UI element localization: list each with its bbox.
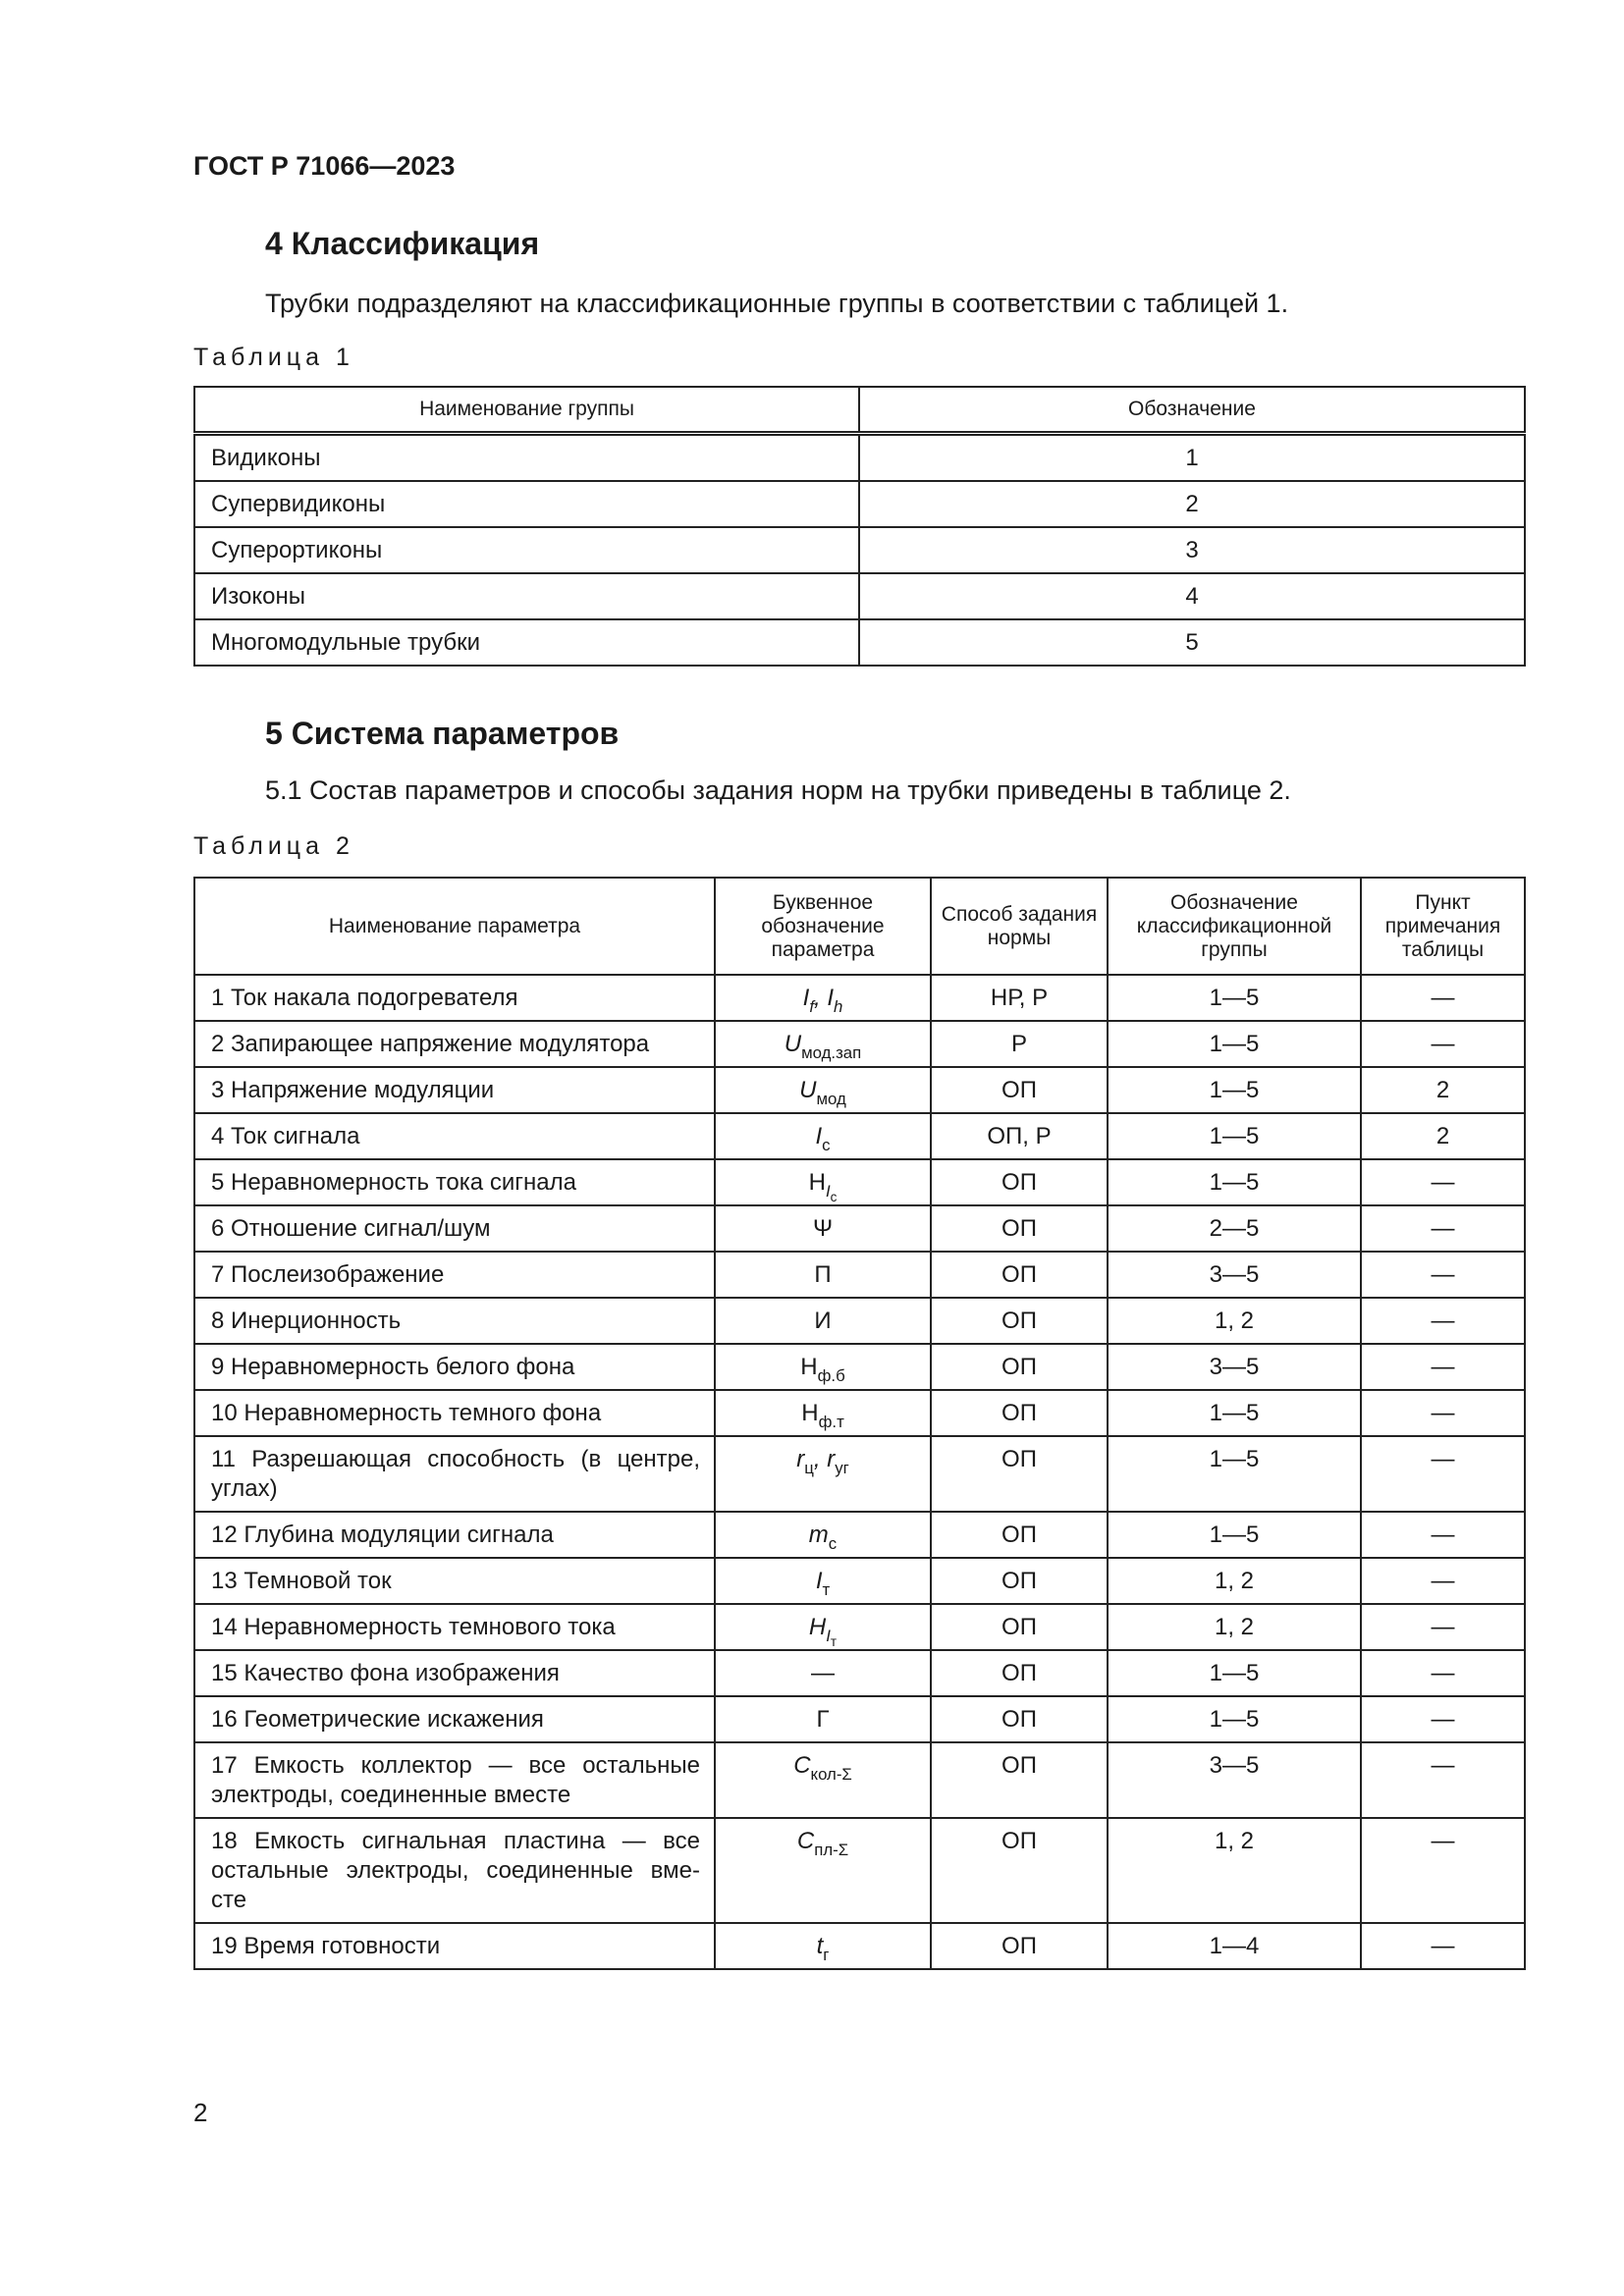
param-note-cell: —: [1361, 1159, 1525, 1205]
param-name-cell: 4 Ток сигнала: [194, 1113, 715, 1159]
table-row: [194, 527, 1525, 573]
param-symbol-cell: Г: [715, 1696, 931, 1742]
param-note-cell: —: [1361, 1205, 1525, 1252]
param-symbol-cell: $I_с$: [715, 1113, 931, 1159]
group-name-cell: Супервидиконы: [194, 481, 859, 527]
group-name-cell: Видиконы: [194, 434, 859, 482]
param-group-cell: 1—5: [1108, 1390, 1361, 1436]
group-code-cell: 4: [859, 573, 1525, 619]
table-row: [194, 1512, 1525, 1558]
table-2-header-row: [194, 878, 1525, 975]
param-note-cell: —: [1361, 975, 1525, 1021]
param-name-cell: 12 Глубина модуляции сигнала: [194, 1512, 715, 1558]
param-note-cell: —: [1361, 1558, 1525, 1604]
param-note-cell: —: [1361, 1696, 1525, 1742]
param-note-cell: —: [1361, 1923, 1525, 1969]
group-name-cell: Изоконы: [194, 573, 859, 619]
param-name-cell: 14 Неравномерность темнового тока: [194, 1604, 715, 1650]
table-row: [194, 573, 1525, 619]
table-row: [194, 1067, 1525, 1113]
param-symbol-cell: $U_{мод.зап}$: [715, 1021, 931, 1067]
table-row: [194, 1113, 1525, 1159]
param-method-cell: ОП: [931, 1252, 1108, 1298]
param-name-cell: 9 Неравномерность белого фона: [194, 1344, 715, 1390]
param-method-cell: ОП: [931, 1512, 1108, 1558]
param-symbol-cell: $r_ц$, $r_{уг}$: [715, 1436, 931, 1512]
group-code-cell: 2: [859, 481, 1525, 527]
param-group-cell: 1—5: [1108, 1021, 1361, 1067]
page-number: 2: [193, 2098, 208, 2127]
param-method-cell: ОП: [931, 1298, 1108, 1344]
param-note-cell: —: [1361, 1021, 1525, 1067]
param-note-cell: —: [1361, 1650, 1525, 1696]
param-note-cell: —: [1361, 1818, 1525, 1923]
param-group-cell: 1—5: [1108, 1512, 1361, 1558]
param-name-cell: 15 Качество фона изображения: [194, 1650, 715, 1696]
param-symbol-cell: $C_{пл-\Sigma}$: [715, 1818, 931, 1923]
param-group-cell: 1—5: [1108, 975, 1361, 1021]
table-2-header-method: Способ задания нормы: [931, 878, 1108, 975]
param-group-cell: 2—5: [1108, 1205, 1361, 1252]
param-note-cell: 2: [1361, 1113, 1525, 1159]
param-name-cell: 8 Инерционность: [194, 1298, 715, 1344]
param-symbol-cell: П: [715, 1252, 931, 1298]
param-symbol-cell: И: [715, 1298, 931, 1344]
table-row: [194, 1742, 1525, 1818]
table-row: [194, 1818, 1525, 1923]
param-method-cell: ОП: [931, 1696, 1108, 1742]
param-name-cell: 19 Время готовности: [194, 1923, 715, 1969]
param-note-cell: —: [1361, 1344, 1525, 1390]
param-group-cell: 1, 2: [1108, 1604, 1361, 1650]
table-2: [193, 877, 1526, 1970]
group-code-cell: 1: [859, 434, 1525, 482]
param-name-cell: 10 Неравномерность темного фона: [194, 1390, 715, 1436]
param-note-cell: —: [1361, 1436, 1525, 1512]
param-method-cell: Р: [931, 1021, 1108, 1067]
param-group-cell: 1—4: [1108, 1923, 1361, 1969]
param-group-cell: 1, 2: [1108, 1558, 1361, 1604]
param-method-cell: ОП: [931, 1205, 1108, 1252]
param-group-cell: 1—5: [1108, 1436, 1361, 1512]
group-code-cell: 3: [859, 527, 1525, 573]
param-method-cell: ОП: [931, 1159, 1108, 1205]
param-note-cell: —: [1361, 1298, 1525, 1344]
param-method-cell: ОП: [931, 1558, 1108, 1604]
param-group-cell: 1—5: [1108, 1650, 1361, 1696]
param-method-cell: ОП: [931, 1344, 1108, 1390]
table-row: [194, 975, 1525, 1021]
param-group-cell: 1—5: [1108, 1067, 1361, 1113]
param-group-cell: 1—5: [1108, 1113, 1361, 1159]
param-symbol-cell: $U_{мод}$: [715, 1067, 931, 1113]
param-group-cell: 3—5: [1108, 1742, 1361, 1818]
table-row: [194, 1696, 1525, 1742]
param-name-cell: 7 Послеизображение: [194, 1252, 715, 1298]
param-method-cell: ОП: [931, 1604, 1108, 1650]
param-name-cell: 2 Запирающее напряжение модулятора: [194, 1021, 715, 1067]
param-note-cell: —: [1361, 1512, 1525, 1558]
param-symbol-cell: $Н_{ф.т}$: [715, 1390, 931, 1436]
param-method-cell: ОП: [931, 1818, 1108, 1923]
param-method-cell: ОП: [931, 1067, 1108, 1113]
param-group-cell: 1—5: [1108, 1696, 1361, 1742]
param-symbol-cell: $Н_{I_с}$: [715, 1159, 931, 1205]
section-4-paragraph: Трубки подразделяют на классификационные группы в соответствии с таблицей 1.: [265, 289, 1289, 318]
param-symbol-cell: $t_г$: [715, 1923, 931, 1969]
param-symbol-cell: $Н_{ф.б}$: [715, 1344, 931, 1390]
param-symbol-cell: $m_с$: [715, 1512, 931, 1558]
param-group-cell: 1, 2: [1108, 1298, 1361, 1344]
table-1-caption: Таблица 1: [193, 344, 354, 371]
param-symbol-cell: $C_{кол-\Sigma}$: [715, 1742, 931, 1818]
group-name-cell: Суперортиконы: [194, 527, 859, 573]
table-2-header-symbol: Буквенное обозначение параметра: [715, 878, 931, 975]
param-symbol-cell: $I_т$: [715, 1558, 931, 1604]
table-1-header-group-name: Наименование группы: [194, 387, 859, 434]
param-name-cell: 16 Геометрические искажения: [194, 1696, 715, 1742]
table-row: [194, 1159, 1525, 1205]
table-row: [194, 1923, 1525, 1969]
table-row: [194, 1344, 1525, 1390]
table-2-caption: Таблица 2: [193, 832, 354, 860]
param-symbol-cell: Ψ: [715, 1205, 931, 1252]
param-name-cell: 18 Емкость сигнальная пластина — все остальные электроды, соединенные вме-сте: [194, 1818, 715, 1923]
param-note-cell: —: [1361, 1742, 1525, 1818]
section-4-title: 4 Классификация: [265, 226, 540, 261]
param-symbol-cell: $I_f$, $I_h$: [715, 975, 931, 1021]
table-row: [194, 434, 1525, 482]
param-note-cell: —: [1361, 1390, 1525, 1436]
table-row: [194, 1205, 1525, 1252]
table-1: [193, 386, 1526, 667]
param-method-cell: НР, Р: [931, 975, 1108, 1021]
table-row: [194, 1604, 1525, 1650]
param-symbol-cell: —: [715, 1650, 931, 1696]
param-group-cell: 3—5: [1108, 1252, 1361, 1298]
table-2-header-param-name: Наименование параметра: [194, 878, 715, 975]
param-note-cell: —: [1361, 1252, 1525, 1298]
param-method-cell: ОП: [931, 1436, 1108, 1512]
param-method-cell: ОП: [931, 1923, 1108, 1969]
group-name-cell: Многомодульные трубки: [194, 619, 859, 666]
table-1-header-code: Обозначение: [859, 387, 1525, 434]
document-header: ГОСТ Р 71066—2023: [193, 151, 456, 181]
param-method-cell: ОП: [931, 1390, 1108, 1436]
table-row: [194, 1252, 1525, 1298]
param-note-cell: 2: [1361, 1067, 1525, 1113]
table-1-header-row: [194, 387, 1525, 434]
group-code-cell: 5: [859, 619, 1525, 666]
param-name-cell: 5 Неравномерность тока сигнала: [194, 1159, 715, 1205]
section-5-paragraph: 5.1 Состав параметров и способы задания норм на трубки приведены в таблице 2.: [265, 775, 1291, 805]
param-method-cell: ОП: [931, 1650, 1108, 1696]
param-name-cell: 11 Разрешающая способность (в центре, углах): [194, 1436, 715, 1512]
param-group-cell: 1—5: [1108, 1159, 1361, 1205]
param-method-cell: ОП: [931, 1742, 1108, 1818]
table-2-header-note: Пункт примечания таблицы: [1361, 878, 1525, 975]
param-name-cell: 1 Ток накала подогревателя: [194, 975, 715, 1021]
param-group-cell: 3—5: [1108, 1344, 1361, 1390]
table-row: [194, 619, 1525, 666]
table-2-header-group: Обозначение классификационной группы: [1108, 878, 1361, 975]
table-row: [194, 1021, 1525, 1067]
param-group-cell: 1, 2: [1108, 1818, 1361, 1923]
table-row: [194, 1298, 1525, 1344]
param-symbol-cell: $H_{I_т}$: [715, 1604, 931, 1650]
param-name-cell: 3 Напряжение модуляции: [194, 1067, 715, 1113]
table-row: [194, 1436, 1525, 1512]
table-row: [194, 481, 1525, 527]
param-name-cell: 6 Отношение сигнал/шум: [194, 1205, 715, 1252]
param-note-cell: —: [1361, 1604, 1525, 1650]
table-row: [194, 1390, 1525, 1436]
param-name-cell: 17 Емкость коллектор — все остальные электроды, соединенные вместе: [194, 1742, 715, 1818]
param-method-cell: ОП, Р: [931, 1113, 1108, 1159]
param-name-cell: 13 Темновой ток: [194, 1558, 715, 1604]
section-5-title: 5 Система параметров: [265, 716, 620, 751]
table-row: [194, 1558, 1525, 1604]
table-row: [194, 1650, 1525, 1696]
